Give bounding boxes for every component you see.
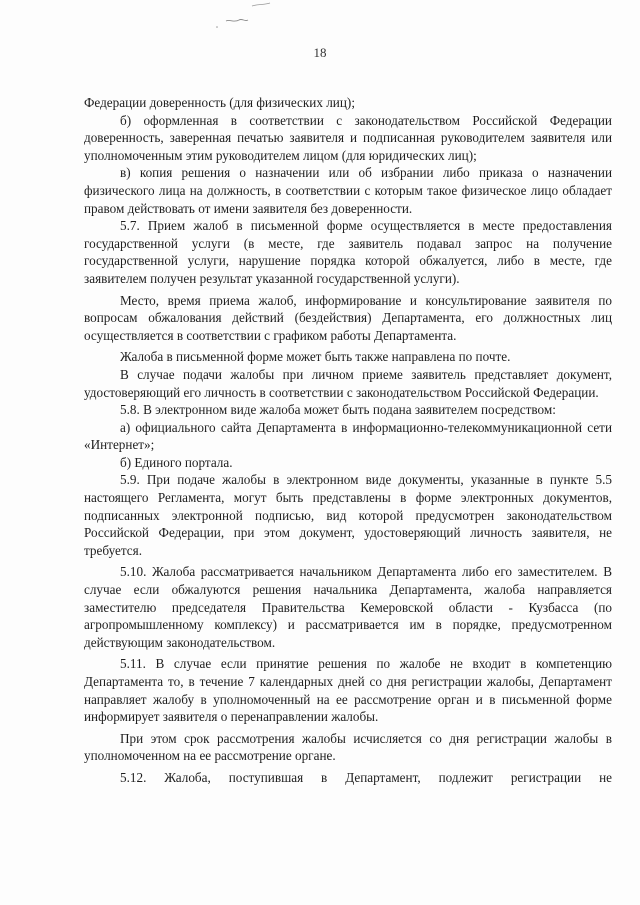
paragraph-item-b-portal: б) Единого портала. xyxy=(120,454,233,470)
page-number: 18 xyxy=(313,45,327,60)
paragraph-place-time: Место, время приема жалоб, информирование и консультирование заявителя по вопросам обжалования действий (бездействия) Департамента, его должностных лиц осуществляется в соответствии с графиком работы Департамента. xyxy=(84,292,612,343)
paragraph-5-12: 5.12. Жалоба, поступившая в Департамент, подлежит регистрации не xyxy=(120,769,612,785)
paragraph-5-8: 5.8. В электронном виде жалоба может быть подана заявителем посредством: xyxy=(120,402,556,418)
paragraph-5-9: 5.9. При подаче жалобы в электронном виде документы, указанные в пункте 5.5 настоящего Регламента, могут быть представлены в форме электронных документов, подписанных электронной подписью, вид которой предусмотрен законодательством Российской Федерации, при этом документ, удостоверяющий личность заявителя, не требуется. xyxy=(84,472,612,558)
paragraph-item-v: в) копия решения о назначении или об избрании либо приказа о назначении физического лица на должность, в соответствии с которым такое физическое лицо обладает правом действовать от имени заявителя без доверенности. xyxy=(84,165,612,216)
paragraph-5-10: 5.10. Жалоба рассматривается начальником Департамента либо его заместителем. В случае если обжалуются решения начальника Департамента, жалоба направляется заместителю председателя Правительства Кемеровской области - Кузбасса (по агропромышленному комплексу) и рассматривается им в порядке, предусмотренном действующим законодательством. xyxy=(84,564,612,650)
document-body xyxy=(84,94,612,787)
paragraph-term: При этом срок рассмотрения жалобы исчисляется со дня регистрации жалобы в уполномоченном на ее рассмотрение органе. xyxy=(84,730,612,764)
paragraph-personal-reception: В случае подачи жалобы при личном приеме заявитель представляет документ, удостоверяющий его личность в соответствии с законодательством Российской Федерации. xyxy=(84,366,612,400)
paragraph-mail: Жалоба в письменной форме может быть также направлена по почте. xyxy=(120,349,511,365)
paragraph-item-a: а) официального сайта Департамента в информационно-телекоммуникационной сети «Интернет»; xyxy=(84,419,612,453)
paragraph-5-7: 5.7. Прием жалоб в письменной форме осуществляется в месте предоставления государственной услуги (в месте, где заявитель подавал запрос на получение государственной услуги, нарушение порядка которой обжалуется, либо в месте, где заявителем получен результат указанной государственной услуги). xyxy=(84,218,612,286)
paragraph-5-11: 5.11. В случае если принятие решения по жалобе не входит в компетенцию Департамента то, в течение 7 календарных дней со дня регистрации жалобы, Департамент направляет жалобу в уполномоченный на ее рассмотрение орган и в письменной форме информирует заявителя о перенаправлении жалобы. xyxy=(84,656,612,725)
paragraph-item-b: б) оформленная в соответствии с законодательством Российской Федерации доверенность, заверенная печатью заявителя и подписанная руководителем заявителя или уполномоченным этим руководителем лицом (для юридических лиц); xyxy=(84,112,612,163)
scan-mark xyxy=(212,2,282,30)
paragraph-continuation: Федерации доверенность (для физических лиц); xyxy=(84,95,355,110)
